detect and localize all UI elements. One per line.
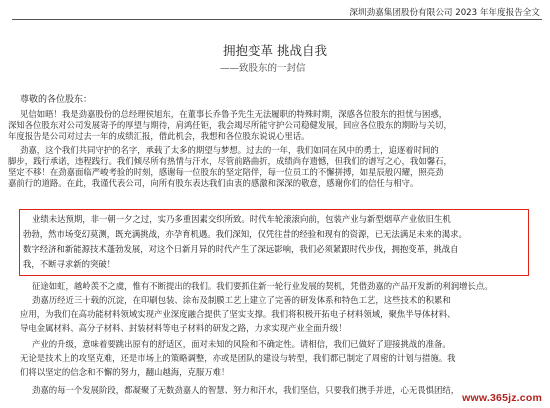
paragraph-line: 们将以坚定的信念和不懈的努力，翻山越海，克服万难！: [20, 367, 230, 377]
site-watermark: www.365jz.com: [462, 392, 542, 404]
paragraph-line: 见信如晤！我是劲嘉股份的总经理侯旭东，在董事长乔鲁予先生无法履职的特殊时期，深感各位股东的担忧与困惑，: [20, 109, 448, 119]
paragraph-line: 嘉前行的道路。在此，我谨代表公司，向所有股东表达我们由衷的感激和深深的敬意，感谢你们的信任与相守。: [8, 178, 419, 188]
paragraph-line: 脚步，践行承诺，违程践行。我们倾尽所有热情与汗水，尽管前路曲折，成绩尚存遗憾，但我们的谱写之心，我如馨石，: [8, 156, 452, 166]
paragraph-line: 产业的升级，意味着要跳出原有的舒适区，面对未知的风险和不确定性。请相信，我们已做好了迎接挑战的准备。: [32, 339, 451, 349]
report-header: 深圳劲嘉集团股份有限公司 2023 年年度报告全文: [349, 8, 540, 18]
highlighted-line: 我，不断寻求新的突破！: [23, 259, 116, 269]
header-divider: [12, 19, 542, 20]
letter-subtitle: ——致股东的一封信: [220, 63, 306, 74]
paragraph-line: 年度报告是公司对过去一年的成绩汇报，借此机会，我想和各位股东说说心里话。: [8, 131, 310, 141]
paragraph-line: 导电金属材料、高分子材料、封装材料等电子材料的研发之路，力求实现产业全面升级！: [20, 323, 347, 333]
paragraph-line: 深知各位股东对公司发展寄予的厚望与期待，肩鸿任钜，我会竭尽所能守护公司稳健发展，回应各位股东的期盼与关切，: [8, 120, 452, 130]
paragraph-line: 劲嘉历经近三十载的沉淀，在印刷包装、涂布及制膜工艺上建立了完善的研发体系和特色工艺，这些技术的积累和: [32, 295, 451, 305]
highlighted-line: 勃勃，然市场变幻莫测，既充满挑战，亦孕育机遇。我们深知，仅凭往昔的经验和现有的资源，已无法满足未来的渴求。: [23, 229, 467, 239]
paragraph-line: 坚定不移！在劲嘉面临严峻考验的时刻，感谢每一位股东的坚定陪伴，每一位员工的不懈拼搏，如星辰般闪耀，照亮劲: [8, 167, 444, 177]
paragraph-line: 劲嘉的每一个发展阶段，都凝聚了无数劲嘉人的智慧、努力和汗水，我们坚信，只要我们携手并进，心无畏惧团结，: [32, 385, 460, 395]
paragraph-line: 征途如虹，越岭羡不之虞，惟有不断提出的我们。我们要抓住新一轮行业发展的契机，凭借劲嘉的产品开发新的利润增长点。: [32, 281, 493, 291]
paragraph-line: 无论是技术上的攻坚克难，还是市场上的策略调整，亦或是团队的建设与转型，我们都已制定了周密的计划与措施。我: [20, 353, 456, 363]
paragraph-line: 应用，为我们在高功能材料领域实现产业深度融合提供了坚实支撑。我们将积极开拓电子材料领域，聚焦半导体材料、: [20, 309, 456, 319]
greeting: 尊敬的各位股东：: [20, 95, 93, 105]
highlighted-line: 数字经济和新能源技术蓬勃发展，对这个日新月异的时代产生了深远影响，我们必须紧跟时代步伐，拥抱变革，挑战自: [23, 244, 459, 254]
highlighted-line: 业绩未达预期，非一朝一夕之过，实乃多重因素交织所致。时代车轮滚滚向前，包装产业与新型烟草产业依旧生机: [32, 214, 451, 224]
paragraph-line: 劲嘉，这个我们共同守护的名字，承载了太多的期望与梦想。过去的一年，我们如同在风中的勇士，追逐着时间的: [20, 145, 439, 155]
letter-title: 拥抱变革 挑战自我: [223, 43, 327, 58]
